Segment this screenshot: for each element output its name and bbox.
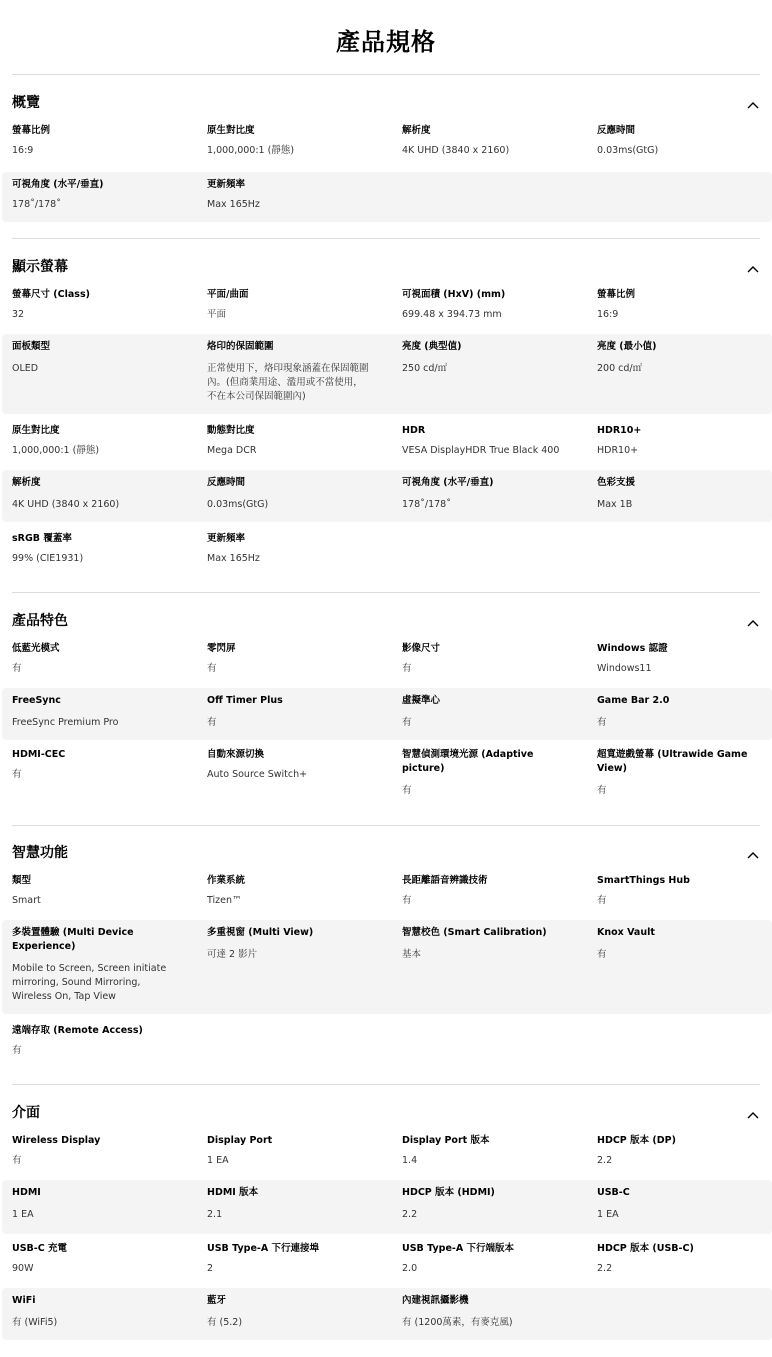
spec-label: 色彩支援: [597, 477, 636, 488]
section-header[interactable]: [12, 606, 760, 634]
spec-label: 智慧校色 (Smart Calibration): [402, 927, 547, 938]
section-title: 概覽: [12, 95, 40, 111]
spec-label: 可視角度 (水平/垂直): [402, 477, 494, 488]
spec-label: 平面/曲面: [207, 289, 249, 300]
section-header[interactable]: [12, 1098, 760, 1126]
chevron-up-icon[interactable]: [746, 95, 760, 105]
spec-label: 更新頻率: [207, 533, 246, 544]
spec-value: 有: [402, 663, 412, 674]
spec-row: [2, 334, 772, 414]
spec-value: 有: [207, 717, 217, 728]
spec-value: 178˚/178˚: [12, 199, 61, 210]
section-divider: [12, 592, 760, 593]
spec-row: [2, 282, 772, 336]
spec-label: 亮度 (最小值): [597, 341, 657, 352]
spec-value: 16:9: [12, 145, 34, 156]
spec-label: 影像尺寸: [402, 643, 441, 654]
spec-label: 內建視訊攝影機: [402, 1295, 469, 1306]
spec-row: [2, 1018, 772, 1070]
spec-value: 699.48 x 394.73 mm: [402, 309, 502, 320]
spec-value: 有: [12, 1155, 22, 1166]
spec-label: 動態對比度: [207, 425, 255, 436]
section-title: 智慧功能: [12, 845, 68, 861]
spec-label: 烙印的保固範圍: [207, 341, 274, 352]
spec-label: USB-C 充電: [12, 1243, 68, 1254]
spec-value: 90W: [12, 1263, 34, 1274]
section-divider: [12, 825, 760, 826]
spec-value: Tizen™: [207, 895, 242, 906]
spec-label: 反應時間: [207, 477, 246, 488]
spec-row: [2, 1128, 772, 1180]
spec-label: sRGB 覆蓋率: [12, 533, 72, 544]
spec-value: Max 165Hz: [207, 553, 260, 564]
spec-value: 有: [597, 717, 607, 728]
spec-value: Max 165Hz: [207, 199, 260, 210]
spec-label: HDCP 版本 (HDMI): [402, 1187, 495, 1198]
spec-value: 0.03ms(GtG): [207, 499, 269, 510]
spec-value: 有: [12, 1045, 22, 1056]
spec-label: Display Port: [207, 1135, 273, 1146]
spec-label: 原生對比度: [207, 125, 255, 136]
spec-label: 多裝置體驗 (Multi Device Experience): [12, 927, 134, 952]
spec-label: 零閃屏: [207, 643, 236, 654]
spec-value: 有: [597, 785, 607, 796]
spec-label: 長距離語音辨識技術: [402, 875, 488, 886]
spec-label: 多重視窗 (Multi View): [207, 927, 314, 938]
spec-label: USB-C: [597, 1187, 630, 1198]
spec-label: Display Port 版本: [402, 1135, 490, 1146]
spec-value: 2: [207, 1263, 214, 1274]
spec-label: HDR10+: [597, 425, 642, 436]
spec-label: Wireless Display: [12, 1135, 101, 1146]
spec-value: 99% (CIE1931): [12, 553, 84, 564]
spec-label: Windows 認證: [597, 643, 668, 654]
spec-row: [2, 920, 772, 1014]
spec-value: OLED: [12, 363, 39, 374]
spec-label: FreeSync: [12, 695, 61, 706]
spec-value: 1 EA: [597, 1209, 619, 1220]
spec-value: HDR10+: [597, 445, 639, 456]
spec-label: 智慧偵測環境光源 (Adaptive picture): [402, 749, 534, 774]
spec-value: 正常使用下，烙印現象涵蓋在保固範圍內。(但商業用途、濫用或不當使用，不在本公司保固範圍內): [207, 363, 369, 402]
spec-label: USB Type-A 下行端版本: [402, 1243, 514, 1254]
spec-value: FreeSync Premium Pro: [12, 717, 119, 728]
spec-row: [2, 742, 772, 812]
spec-value: 有 (1200萬素，有麥克風): [402, 1317, 513, 1328]
spec-label: 作業系統: [207, 875, 246, 886]
spec-row: [2, 526, 772, 578]
spec-value: 2.1: [207, 1209, 223, 1220]
spec-row: [2, 688, 772, 740]
spec-label: 虛擬準心: [402, 695, 441, 706]
spec-value: 有: [597, 949, 607, 960]
spec-label: 藍牙: [207, 1295, 227, 1306]
spec-label: SmartThings Hub: [597, 875, 690, 886]
spec-row: [2, 418, 772, 468]
spec-value: 有: [12, 769, 22, 780]
section-divider: [12, 238, 760, 239]
spec-label: Knox Vault: [597, 927, 655, 938]
spec-label: 低藍光模式: [12, 643, 60, 654]
spec-row: [2, 1236, 772, 1286]
section-title: 介面: [12, 1105, 40, 1121]
spec-label: 反應時間: [597, 125, 636, 136]
spec-value: 可達 2 影片: [207, 949, 258, 960]
section-title: 產品特色: [12, 613, 68, 629]
spec-label: HDMI: [12, 1187, 41, 1198]
spec-label: 螢幕比例: [597, 289, 636, 300]
spec-value: Mobile to Screen, Screen initiate mirroring, Sound Mirroring, Wireless On, Tap View: [12, 963, 167, 1002]
section-header[interactable]: [12, 838, 760, 866]
section-divider: [12, 1084, 760, 1085]
spec-value: 178˚/178˚: [402, 499, 451, 510]
spec-label: Off Timer Plus: [207, 695, 283, 706]
spec-value: 有 (5.2): [207, 1317, 243, 1328]
spec-label: HDMI-CEC: [12, 749, 66, 760]
spec-value: 1,000,000:1 (靜態): [207, 145, 295, 156]
spec-label: USB Type-A 下行連接埠: [207, 1243, 319, 1254]
spec-value: 1 EA: [207, 1155, 229, 1166]
spec-row: [2, 868, 772, 920]
spec-value: 0.03ms(GtG): [597, 145, 659, 156]
spec-label: 解析度: [12, 477, 41, 488]
spec-value: 1,000,000:1 (靜態): [12, 445, 100, 456]
spec-label: 可視面積 (HxV) (mm): [402, 289, 506, 300]
page-title: 產品規格: [336, 28, 436, 56]
spec-value: 2.0: [402, 1263, 418, 1274]
section-header[interactable]: [12, 252, 760, 280]
spec-row: [2, 636, 772, 686]
spec-value: 基本: [402, 949, 422, 960]
spec-value: 有: [402, 785, 412, 796]
spec-value: 有: [402, 717, 412, 728]
spec-label: Game Bar 2.0: [597, 695, 670, 706]
spec-label: 螢幕尺寸 (Class): [12, 289, 90, 300]
chevron-up-icon[interactable]: [746, 613, 760, 623]
spec-label: 面板類型: [12, 341, 51, 352]
chevron-up-icon[interactable]: [746, 845, 760, 855]
spec-label: HDCP 版本 (DP): [597, 1135, 676, 1146]
spec-value: 有: [207, 663, 217, 674]
spec-value: Auto Source Switch+: [207, 769, 308, 780]
spec-value: 1 EA: [12, 1209, 34, 1220]
spec-label: HDCP 版本 (USB-C): [597, 1243, 694, 1254]
spec-value: 2.2: [597, 1263, 613, 1274]
spec-label: 超寬遊戲螢幕 (Ultrawide Game View): [597, 749, 748, 774]
spec-value: 2.2: [402, 1209, 418, 1220]
chevron-up-icon[interactable]: [746, 1105, 760, 1115]
spec-label: 自動來源切換: [207, 749, 265, 760]
spec-row: [2, 1288, 772, 1340]
spec-value: 1.4: [402, 1155, 418, 1166]
spec-value: 200 cd/㎡: [597, 363, 643, 374]
spec-label: 亮度 (典型值): [402, 341, 462, 352]
spec-value: 4K UHD (3840 x 2160): [12, 499, 120, 510]
spec-label: 原生對比度: [12, 425, 60, 436]
spec-value: 有: [597, 895, 607, 906]
spec-row: [2, 118, 772, 172]
spec-label: 可視角度 (水平/垂直): [12, 179, 104, 190]
spec-value: 32: [12, 309, 25, 320]
spec-label: 解析度: [402, 125, 431, 136]
spec-label: 螢幕比例: [12, 125, 51, 136]
spec-value: Max 1B: [597, 499, 633, 510]
spec-value: 2.2: [597, 1155, 613, 1166]
spec-value: Smart: [12, 895, 41, 906]
chevron-up-icon[interactable]: [746, 259, 760, 269]
spec-value: 平面: [207, 309, 227, 320]
section-divider: [12, 74, 760, 75]
spec-row: [2, 470, 772, 522]
spec-label: HDMI 版本: [207, 1187, 259, 1198]
spec-label: HDR: [402, 425, 426, 436]
spec-value: 有 (WiFi5): [12, 1317, 58, 1328]
section-header[interactable]: [12, 88, 760, 116]
spec-value: 有: [12, 663, 22, 674]
spec-label: 類型: [12, 875, 32, 886]
section-title: 顯示螢幕: [12, 259, 68, 275]
spec-value: 16:9: [597, 309, 619, 320]
spec-value: 4K UHD (3840 x 2160): [402, 145, 510, 156]
spec-label: WiFi: [12, 1295, 36, 1306]
spec-value: Mega DCR: [207, 445, 257, 456]
spec-value: 250 cd/㎡: [402, 363, 448, 374]
spec-value: Windows11: [597, 663, 652, 674]
spec-label: 遠端存取 (Remote Access): [12, 1025, 143, 1036]
spec-row: [2, 172, 772, 222]
spec-row: [2, 1180, 772, 1234]
spec-value: VESA DisplayHDR True Black 400: [402, 445, 560, 456]
spec-value: 有: [402, 895, 412, 906]
spec-label: 更新頻率: [207, 179, 246, 190]
